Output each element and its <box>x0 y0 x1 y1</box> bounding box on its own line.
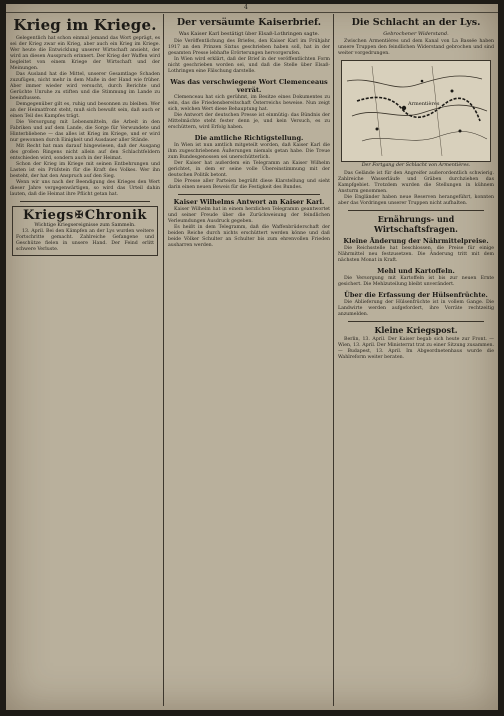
paragraph: Die Veröffentlichung des Briefes, den Kaiser Karl im Frühjahr 1917 an den Prinzen Sixtus geschrieben haben soll, hat in der gesamten Presse lebhafte Erörterungen hervorgerufen. <box>168 38 330 56</box>
paragraph: Zwischen Armentières und dem Kanal von La Bassée haben unsere Truppen den feindlichen Widerstand gebrochen und sind weiter vorgedrungen. <box>338 38 494 56</box>
paragraph: Clemenceau hat sich gerühmt, im Besitze eines Dokumentes zu sein, das die Friedensbereitschaft Österreichs beweise. Nun zeigt sich, welchen Wert diese Behauptung hat. <box>168 94 330 112</box>
paragraph: In Wien ist nun amtlich mitgeteilt worden, daß Kaiser Karl die ihm zugeschriebenen Äußerungen niemals getan habe. Die Treue zum Bundesgenossen sei unerschütterlich. <box>168 142 330 160</box>
paragraph: Mit Recht hat man darauf hingewiesen, daß der Ausgang des großen Ringens nicht allein auf den Schlachtfeldern entschieden wird, sondern auch in der Heimat. <box>10 144 160 161</box>
paragraph: Die Reichsstelle hat beschlossen, die Preise für einige Nährmittel neu festzusetzen. Die Änderung tritt mit dem nächsten Monat in Kraft. <box>338 245 494 263</box>
paragraph: Es heißt in dem Telegramm, daß die Waffenbrüderschaft der beiden Reiche durch nichts erschüttert werden könne und daß beide Völker Schulter an Schulter bis zum ehrenvollen Frieden ausharren werden. <box>168 224 330 248</box>
paragraph: Berlin, 13. April. Der Kaiser begab sich heute zur Front. — Wien, 13. April. Der Ministerrat trat zu einer Sitzung zusammen. — Budapest, 13. April. Im Abgeordnetenhaus wurde die Wahlreform weiter beraten. <box>338 336 494 360</box>
chronik-logo <box>16 209 154 223</box>
article-subtitle: Was Kaiser Karl bestätigt über Elsaß-Lothringen sagte. <box>178 30 320 37</box>
divider <box>348 321 484 322</box>
section-heading: Was das verschwiegene Wort Clemenceaus verrät. <box>170 77 328 94</box>
map-label: Armentières <box>408 100 440 107</box>
chronik-text: 13. April. Bei den Kämpfen an der Lys wurden weitere Fortschritte gemacht. Zahlreiche Gefangene und Geschütze fielen in unsere Hand. Der Feind erlitt schwere Verluste. <box>16 229 154 252</box>
paragraph: Der Kaiser hat außerdem ein Telegramm an Kaiser Wilhelm gerichtet, in dem er seine volle Übereinstimmung mit der deutschen Politik betont. <box>168 160 330 178</box>
section-heading: Ernährungs- und Wirtschaftsfragen. <box>374 213 458 234</box>
header-rule <box>6 12 498 13</box>
column-rule <box>163 14 164 706</box>
paragraph: Die Versorgung mit Kartoffeln ist bis zur neuen Ernte gesichert. Die Mehlzuteilung bleibt unverändert. <box>338 275 494 287</box>
column-rule <box>333 14 334 706</box>
paragraph: Die Presse aller Parteien begrüßt diese Klarstellung und sieht darin einen neuen Beweis für die Festigkeit des Bundes. <box>168 178 330 190</box>
article-byline: Gebrochener Widerstand. <box>383 30 449 37</box>
subsection-heading: Mehl und Kartoffeln. <box>377 266 455 275</box>
article-title: Die Schlacht an der Lys. <box>351 17 481 28</box>
newspaper-page <box>6 4 498 710</box>
chronik-title-left: Kriegs <box>23 208 74 223</box>
section-heading: Die amtliche Richtigstellung. <box>194 133 304 142</box>
battle-map <box>341 60 491 162</box>
paragraph: Das Ausland hat die Mittel, unserer Gesamtlage Schaden zuzufügen, nicht mehr in dem Maße in der Hand wie früher. Aber immer wieder wird versucht, durch Berichte und Gerüchte Unruhe zu stiften und die Stimmung im Lande zu beeinflussen. <box>10 72 160 101</box>
chronik-subtitle: Wichtige Kriegsereignisse zum Sammeln. <box>34 223 136 228</box>
chronik-title-right: Chronik <box>84 208 147 223</box>
page-number: 4 <box>244 4 248 11</box>
paragraph: Die Antwort der deutschen Presse ist einmütig: das Bündnis der Mittelmächte steht fester denn je, und kein Versuch, es zu erschüttern, wird Erfolg haben. <box>168 112 330 130</box>
section-heading: Kleine Kriegspost. <box>374 324 458 335</box>
divider <box>348 210 484 211</box>
paragraph: Schon der Krieg im Kriege mit seinen Entbehrungen und Lasten ist ein Prüfstein für die Kraft des Volkes. Wer ihn besteht, der hat den Anspruch auf den Sieg. <box>10 162 160 179</box>
paragraph: Die Versorgung mit Lebensmitteln, die Arbeit in den Fabriken und auf dem Lande, die Sorge für Verwundete und Hinterbliebene — das alles ist Krieg im Kriege, und er wird nur gewonnen durch Einigkeit und Ausdauer aller Stände. <box>10 120 160 143</box>
subsection-heading: Über die Erfassung der Hülsenfrüchte. <box>344 290 488 299</box>
paragraph: Die Engländer haben neue Reserven herangeführt, konnten aber das Vordringen unserer Truppen nicht aufhalten. <box>338 194 494 206</box>
divider <box>20 201 150 202</box>
paragraph: Gelegentlich hat schon einmal jemand das Wort geprägt, es sei der Krieg zwar ein Krieg, aber auch ein Krieg im Kriege. Wer heute die Entwicklung unserer Wirtschaft ansieht, der wird an diesen Ausspruch erinnert. Der Krieg der Waffen wird begleitet von einem Kriege der Wirtschaft und der Meinungen. <box>10 36 160 71</box>
divider <box>178 194 320 195</box>
section-heading: Kaiser Wilhelms Antwort an Kaiser Karl. <box>173 197 325 206</box>
column-3 <box>338 16 494 710</box>
map-caption: Der Fortgang der Schlacht von Armentières. <box>361 162 471 168</box>
paragraph: Wenn wir uns nach der Beendigung des Krieges den Wert dieser Jahre vergegenwärtigen, so wird das Urteil dahin lauten, daß die Heimat ihre Pflicht getan hat. <box>10 180 160 197</box>
article-title: Krieg im Kriege. <box>13 16 157 34</box>
paragraph: Die Ablieferung der Hülsenfrüchte ist in vollem Gange. Die Landwirte werden aufgefordert, ihre Vorräte rechtzeitig anzumelden. <box>338 299 494 317</box>
paragraph: In Wien wird erklärt, daß der Brief in der veröffentlichten Form nicht geschrieben worden sei, und daß die Stelle über Elsaß-Lothringen eine Fälschung darstelle. <box>168 56 330 74</box>
iron-cross-icon: ✠ <box>74 210 84 221</box>
paragraph: Das Gelände ist für den Angreifer außerordentlich schwierig. Zahlreiche Wasserläufe und Gräben durchziehen das Kampfgebiet. Trotzdem wurden die Stellungen in kühnem Ansturm genommen. <box>338 170 494 194</box>
column-1 <box>10 16 160 710</box>
column-2 <box>168 16 330 710</box>
paragraph: Kaiser Wilhelm hat in einem herzlichen Telegramm geantwortet und seiner Freude über die Zurückweisung der feindlichen Verleumdungen Ausdruck gegeben. <box>168 206 330 224</box>
paragraph: Demgegenüber gilt es, ruhig und besonnen zu bleiben. Wer an der Heimatfront steht, muß sich bewußt sein, daß auch er einen Teil des Kampfes trägt. <box>10 102 160 119</box>
subsection-heading: Kleine Änderung der Nährmittelpreise. <box>343 236 489 245</box>
article-title: Der versäumte Kaiserbrief. <box>176 17 322 28</box>
kriegs-chronik-box <box>12 206 158 256</box>
map-graphic <box>342 61 490 161</box>
